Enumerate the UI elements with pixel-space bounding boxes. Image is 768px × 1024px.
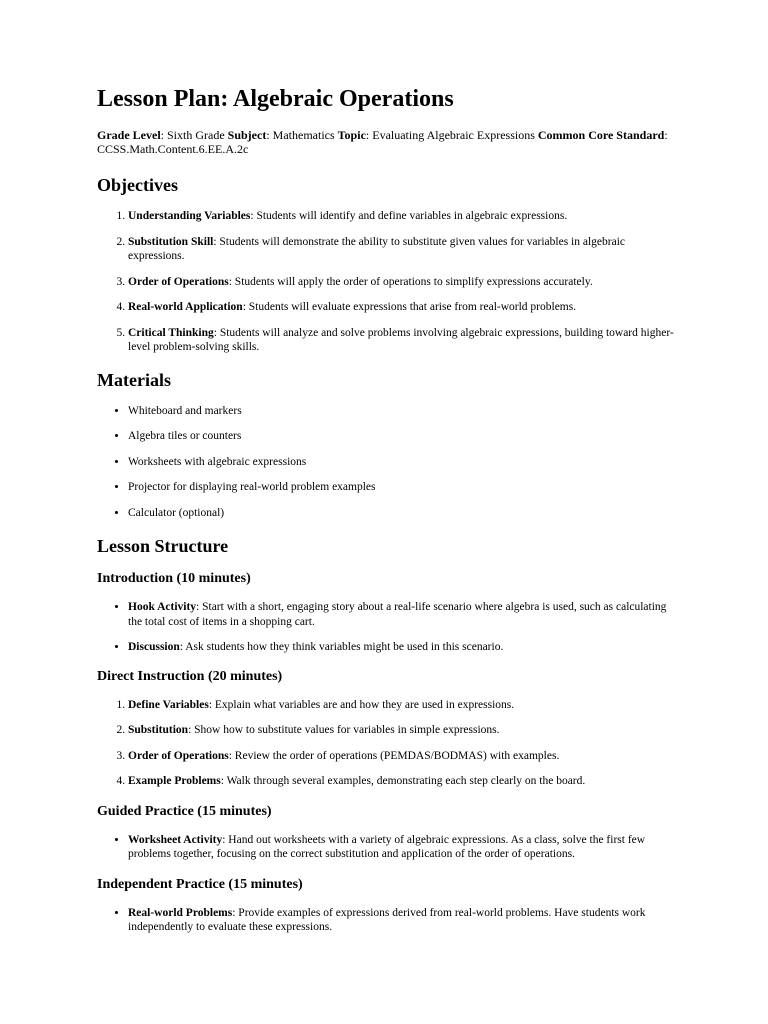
independent-practice-heading: Independent Practice (15 minutes) xyxy=(97,876,303,892)
objective-text: : Students will analyze and solve problems involving algebraic expressions, building toward higher-level problem-solving skills. xyxy=(128,326,674,353)
introduction-item xyxy=(128,600,677,629)
direct-instruction-term: Example Problems xyxy=(128,775,221,787)
direct-instruction-text: : Review the order of operations (PEMDAS/BODMAS) with examples. xyxy=(228,749,560,762)
direct-instruction-item xyxy=(128,723,677,738)
objective-item xyxy=(128,209,677,224)
materials-list xyxy=(97,404,677,521)
material-item: • Algebra tiles or counters xyxy=(128,429,677,444)
standard-value: : CCSS.Math.Content.6.EE.A.2c xyxy=(97,128,668,156)
document-page xyxy=(97,84,677,935)
guided-practice-list xyxy=(97,833,677,862)
guided-practice-text: : Hand out worksheets with a variety of algebraic expressions. As a class, solve the first few problems together, focusing on the correct substitution and application of the order of operations. xyxy=(128,833,646,860)
objective-term: Critical Thinking xyxy=(128,326,214,339)
direct-instruction-heading: Direct Instruction (20 minutes) xyxy=(97,668,283,684)
guided-practice-item xyxy=(128,833,677,862)
objective-item xyxy=(128,275,677,290)
objective-term: Understanding Variables xyxy=(128,210,251,222)
objective-item xyxy=(128,326,677,355)
introduction-text: : Start with a short, engaging story about a real-life scenario where algebra is used, such as calculating the total cost of items in a shopping cart. xyxy=(128,601,667,628)
independent-practice-text: : Provide examples of expressions derived from real-world problems. Have students work independently to evaluate these expressions. xyxy=(128,906,646,933)
objective-text: : Students will identify and define variables in algebraic expressions. xyxy=(250,210,568,222)
objective-text: : Students will apply the order of operations to simplify expressions accurately. xyxy=(228,275,593,288)
introduction-item xyxy=(128,640,677,655)
direct-instruction-term: Define Variables xyxy=(128,698,209,711)
materials-heading: Materials xyxy=(97,369,171,390)
objective-term: Real-world Application xyxy=(128,301,243,313)
standard-label: Common Core Standard xyxy=(537,128,665,142)
direct-instruction-list xyxy=(97,698,677,789)
direct-instruction-term: Order of Operations xyxy=(128,749,229,762)
direct-instruction-item xyxy=(128,749,677,764)
introduction-heading: Introduction (10 minutes) xyxy=(97,571,251,586)
material-item: • Calculator (optional) xyxy=(128,506,677,521)
subject-value: : Mathematics xyxy=(266,128,338,142)
lesson-meta xyxy=(97,128,677,156)
guided-practice-heading: Guided Practice (15 minutes) xyxy=(97,803,272,819)
introduction-list xyxy=(97,600,677,655)
direct-instruction-text: : Explain what variables are and how they are used in expressions. xyxy=(208,698,515,711)
objective-item xyxy=(128,235,677,264)
direct-instruction-term: Substitution xyxy=(128,724,189,736)
independent-practice-item xyxy=(128,906,677,935)
objectives-heading: Objectives xyxy=(97,175,178,195)
material-item: • Worksheets with algebraic expressions xyxy=(128,455,677,470)
objective-text: : Students will demonstrate the ability to substitute given values for variables in algebraic expressions. xyxy=(128,235,626,262)
objective-text: : Students will evaluate expressions that arise from real-world problems. xyxy=(242,301,577,313)
material-item: • Whiteboard and markers xyxy=(128,404,677,419)
grade-label: Grade Level xyxy=(97,128,161,142)
objective-item xyxy=(128,300,677,315)
independent-practice-term: Real-world Problems xyxy=(128,906,233,919)
objective-term: Substitution Skill xyxy=(128,235,214,248)
direct-instruction-text: : Walk through several examples, demonstrating each step clearly on the board. xyxy=(220,775,586,787)
grade-value: : Sixth Grade xyxy=(160,128,228,142)
page-title: Lesson Plan: Algebraic Operations xyxy=(97,86,454,112)
independent-practice-list xyxy=(97,906,677,935)
introduction-text: : Ask students how they think variables might be used in this scenario. xyxy=(179,641,504,653)
material-item: • Projector for displaying real-world problem examples xyxy=(128,480,677,495)
topic-label: Topic xyxy=(337,128,366,142)
direct-instruction-item xyxy=(128,698,677,713)
objectives-list xyxy=(97,209,677,355)
objective-term: Order of Operations xyxy=(128,275,229,288)
direct-instruction-item xyxy=(128,774,677,789)
introduction-term: Hook Activity xyxy=(128,601,197,613)
guided-practice-term: Worksheet Activity xyxy=(128,833,223,846)
topic-value: : Evaluating Algebraic Expressions xyxy=(365,128,538,142)
lesson-structure-heading: Lesson Structure xyxy=(97,536,229,556)
introduction-term: Discussion xyxy=(128,641,180,653)
direct-instruction-text: : Show how to substitute values for variables in simple expressions. xyxy=(188,724,500,736)
subject-label: Subject xyxy=(227,128,267,142)
